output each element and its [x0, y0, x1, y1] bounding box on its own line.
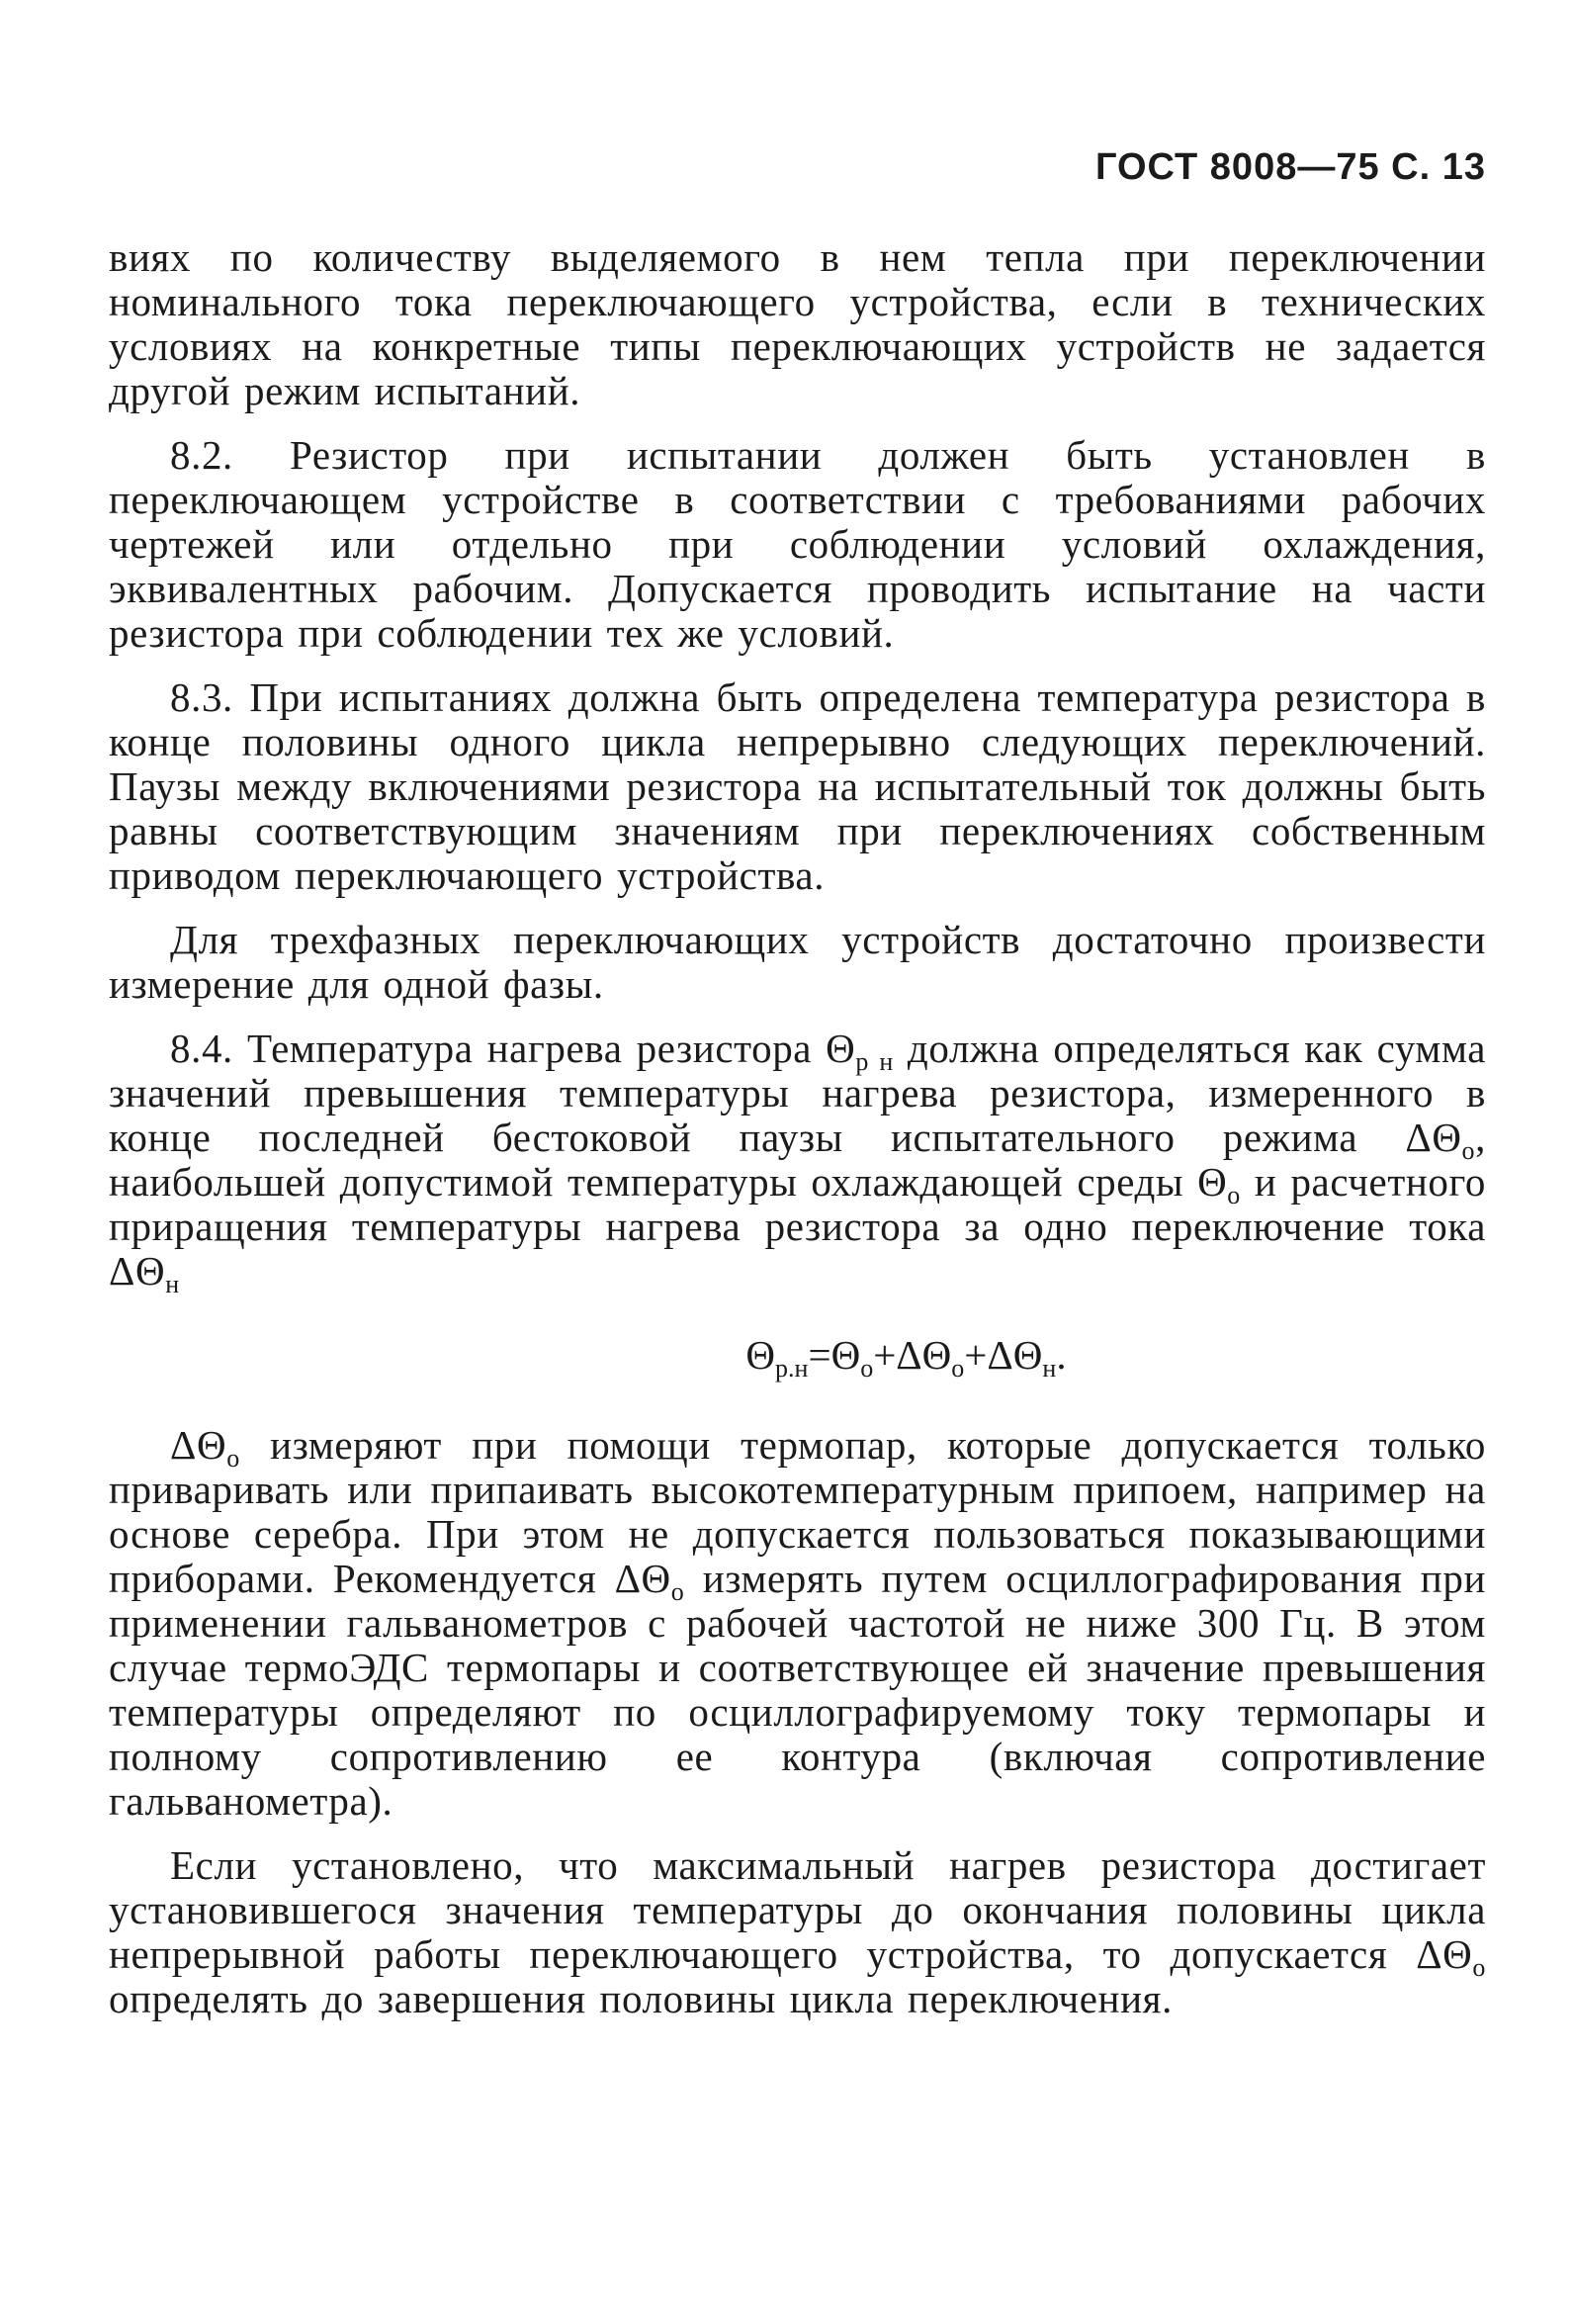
paragraph-measure	[109, 1423, 1486, 1824]
text-run: должна определяться как сумма значений превышения температуры нагрева резистора, измеренного в конце последней бестоковой паузы испытательного режима ΔΘ	[109, 1026, 1487, 1160]
subscript: н	[1042, 1354, 1057, 1383]
subscript: о	[1472, 1953, 1486, 1982]
text-run: =Θ	[808, 1332, 861, 1378]
text-run: 8.3. При испытаниях должна быть определена температура резистора в конце половины одного цикла непрерывно следующих переключений. Паузы между включениями резистора на испытательный ток должны быть равны соответствующим значениям при переключениях собственным приводом переключающего устройства.	[109, 674, 1486, 898]
formula	[109, 1332, 1486, 1383]
text-run: .	[1056, 1332, 1067, 1378]
paragraph-8-4	[109, 1026, 1487, 1298]
text-run: и расчетного приращения температуры нагрева резистора за одно переключение тока ΔΘ	[109, 1159, 1486, 1294]
text-run: Если установлено, что максимальный нагрев резистора достигает установившегося значения температуры до окончания половины цикла непрерывной работы переключающего устройства, то допускается ΔΘ	[109, 1842, 1486, 1977]
subscript: о	[1461, 1136, 1476, 1165]
paragraph-intro	[109, 235, 1486, 413]
subscript: о	[1227, 1181, 1241, 1209]
subscript: о	[951, 1354, 965, 1383]
subscript: н	[165, 1270, 180, 1298]
subscript: о	[670, 1577, 685, 1606]
subscript: р н	[855, 1047, 894, 1076]
text-run: +ΔΘ	[873, 1332, 952, 1378]
subscript: о	[226, 1444, 240, 1473]
text-run: измерять путем осциллографирования при применении гальванометров с рабочей частотой не ниже 300 Гц. В этом случае термоЭДС термопары и соответствующее ей значение превышения температуры определяют по осциллографируемому току термопары и полному сопротивлению ее контура (включая сопротивление гальванометра).	[109, 1556, 1486, 1824]
paragraph-8-2	[109, 433, 1486, 656]
paragraphs-after-formula	[109, 1423, 1486, 2021]
text-run: ΔΘ	[170, 1422, 227, 1468]
text-run: определять до завершения половины цикла переключения.	[109, 1976, 1173, 2021]
running-header: ГОСТ 8008—75 С. 13	[1094, 146, 1486, 188]
subscript: р.н	[775, 1354, 809, 1383]
text-run: 8.2. Резистор при испытании должен быть установлен в переключающем устройстве в соответствии с требованиями рабочих чертежей или отдельно при соблюдении условий охлаждения, эквивалентных рабочим. Допускается проводить испытание на части резистора при соблюдении тех же условий.	[109, 432, 1486, 656]
paragraph-three-phase	[109, 918, 1486, 1007]
text-run: +ΔΘ	[964, 1332, 1043, 1378]
paragraphs-before-formula	[109, 234, 1487, 1298]
paragraph-max-heat	[109, 1843, 1486, 2021]
text-run: Θ	[745, 1332, 776, 1378]
text-run: 8.4. Температура нагрева резистора Θ	[170, 1026, 856, 1071]
text-run: , наибольшей допустимой температуры охлаждающей среды Θ	[109, 1115, 1486, 1205]
text-run: виях по количеству выделяемого в нем тепла при переключении номинального тока переключающего устройства, если в технических условиях на конкретные типы переключающих устройств не задается другой режим испытаний.	[109, 234, 1486, 413]
subscript: о	[860, 1354, 874, 1383]
text-run: измеряют при помощи термопар, которые допускается только приваривать или припаивать высокотемпературным припоем, например на основе серебра. При этом не допускается пользоваться показывающими приборами. Рекомендуется ΔΘ	[109, 1422, 1486, 1601]
text-run: Для трехфазных переключающих устройств достаточно произвести измерение для одной фазы.	[109, 917, 1486, 1007]
page-body	[109, 235, 1486, 2041]
paragraph-8-3	[109, 675, 1486, 898]
